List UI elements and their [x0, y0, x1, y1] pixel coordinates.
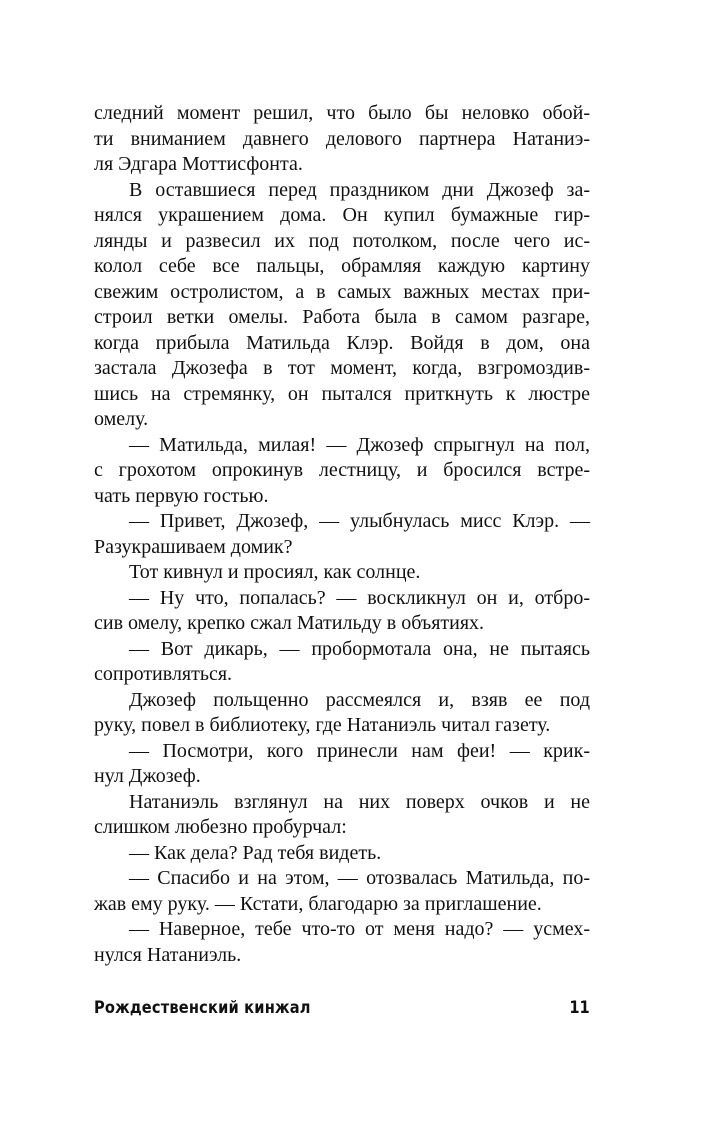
text-line: нялся украшением дома. Он купил бумажные гир-	[94, 204, 590, 226]
text-line: слишком любезно пробурчал:	[94, 816, 347, 838]
text-line: нул Джозеф.	[94, 765, 201, 787]
text-line: сив омелу, крепко сжал Матильду в объятиях.	[94, 612, 485, 634]
body-text	[94, 101, 590, 968]
text-line: — Как дела? Рад тебя видеть.	[129, 841, 382, 864]
text-line: Тот кивнул и просиял, как солнце.	[129, 561, 421, 583]
text-line: лянды и развесил их под потолком, после чего ис-	[94, 229, 590, 252]
text-line: чать первую гостью.	[94, 484, 269, 507]
text-line: когда прибыла Матильда Клэр. Войдя в дом, она	[94, 331, 590, 354]
text-line: колол себе все пальцы, обрамляя каждую картину	[94, 255, 590, 277]
text-line: — Привет, Джозеф, — улыбнулась мисс Клэр. —	[129, 510, 590, 532]
text-line: омелу.	[94, 408, 149, 430]
text-line: следний момент решил, что было бы неловко обой-	[94, 102, 590, 124]
running-title: Рождественский кинжал	[94, 998, 311, 1018]
text-line: — Матильда, милая! — Джозеф спрыгнул на пол,	[129, 433, 590, 456]
text-line: — Спасибо и на этом, — отозвалась Матильда, по-	[129, 867, 590, 889]
text-line: Джозеф польщенно рассмеялся и, взяв ее под	[129, 688, 590, 711]
text-line: с грохотом опрокинув лестницу, и бросился встре-	[94, 459, 590, 481]
text-line: Натаниэль взглянул на них поверх очков и не	[129, 790, 590, 813]
text-line: нулся Натаниэль.	[94, 943, 242, 966]
text-line: Разукрашиваем домик?	[94, 535, 293, 558]
text-line: шись на стремянку, он пытался приткнуть к люстре	[94, 382, 590, 405]
text-line: — Посмотри, кого принесли нам феи! — крик-	[129, 739, 590, 762]
text-line: — Наверное, тебе что-то от меня надо? — усмех-	[129, 918, 590, 940]
text-line: свежим остролистом, а в самых важных местах при-	[94, 280, 590, 303]
text-line: — Вот дикарь, — пробормотала она, не пытаясь	[129, 637, 590, 660]
running-footer	[94, 998, 590, 1024]
text-line: жав ему руку. — Кстати, благодарю за приглашение.	[94, 892, 542, 915]
text-line: В оставшиеся перед праздником дни Джозеф за-	[129, 178, 590, 201]
text-line: застала Джозефа в тот момент, когда, взгромоздив-	[94, 357, 590, 379]
text-line: ти вниманием давнего делового партнера Натаниэ-	[94, 127, 590, 150]
text-line: строил ветки омелы. Работа была в самом разгаре,	[94, 306, 590, 328]
text-line: — Ну что, попалась? — воскликнул он и, отбро-	[129, 586, 590, 609]
text-line: руку, повел в библиотеку, где Натаниэль читал газету.	[94, 714, 551, 736]
text-line: сопротивляться.	[94, 663, 233, 685]
text-line: ля Эдгара Моттисфонта.	[94, 153, 303, 175]
page-number: 11	[569, 998, 590, 1018]
